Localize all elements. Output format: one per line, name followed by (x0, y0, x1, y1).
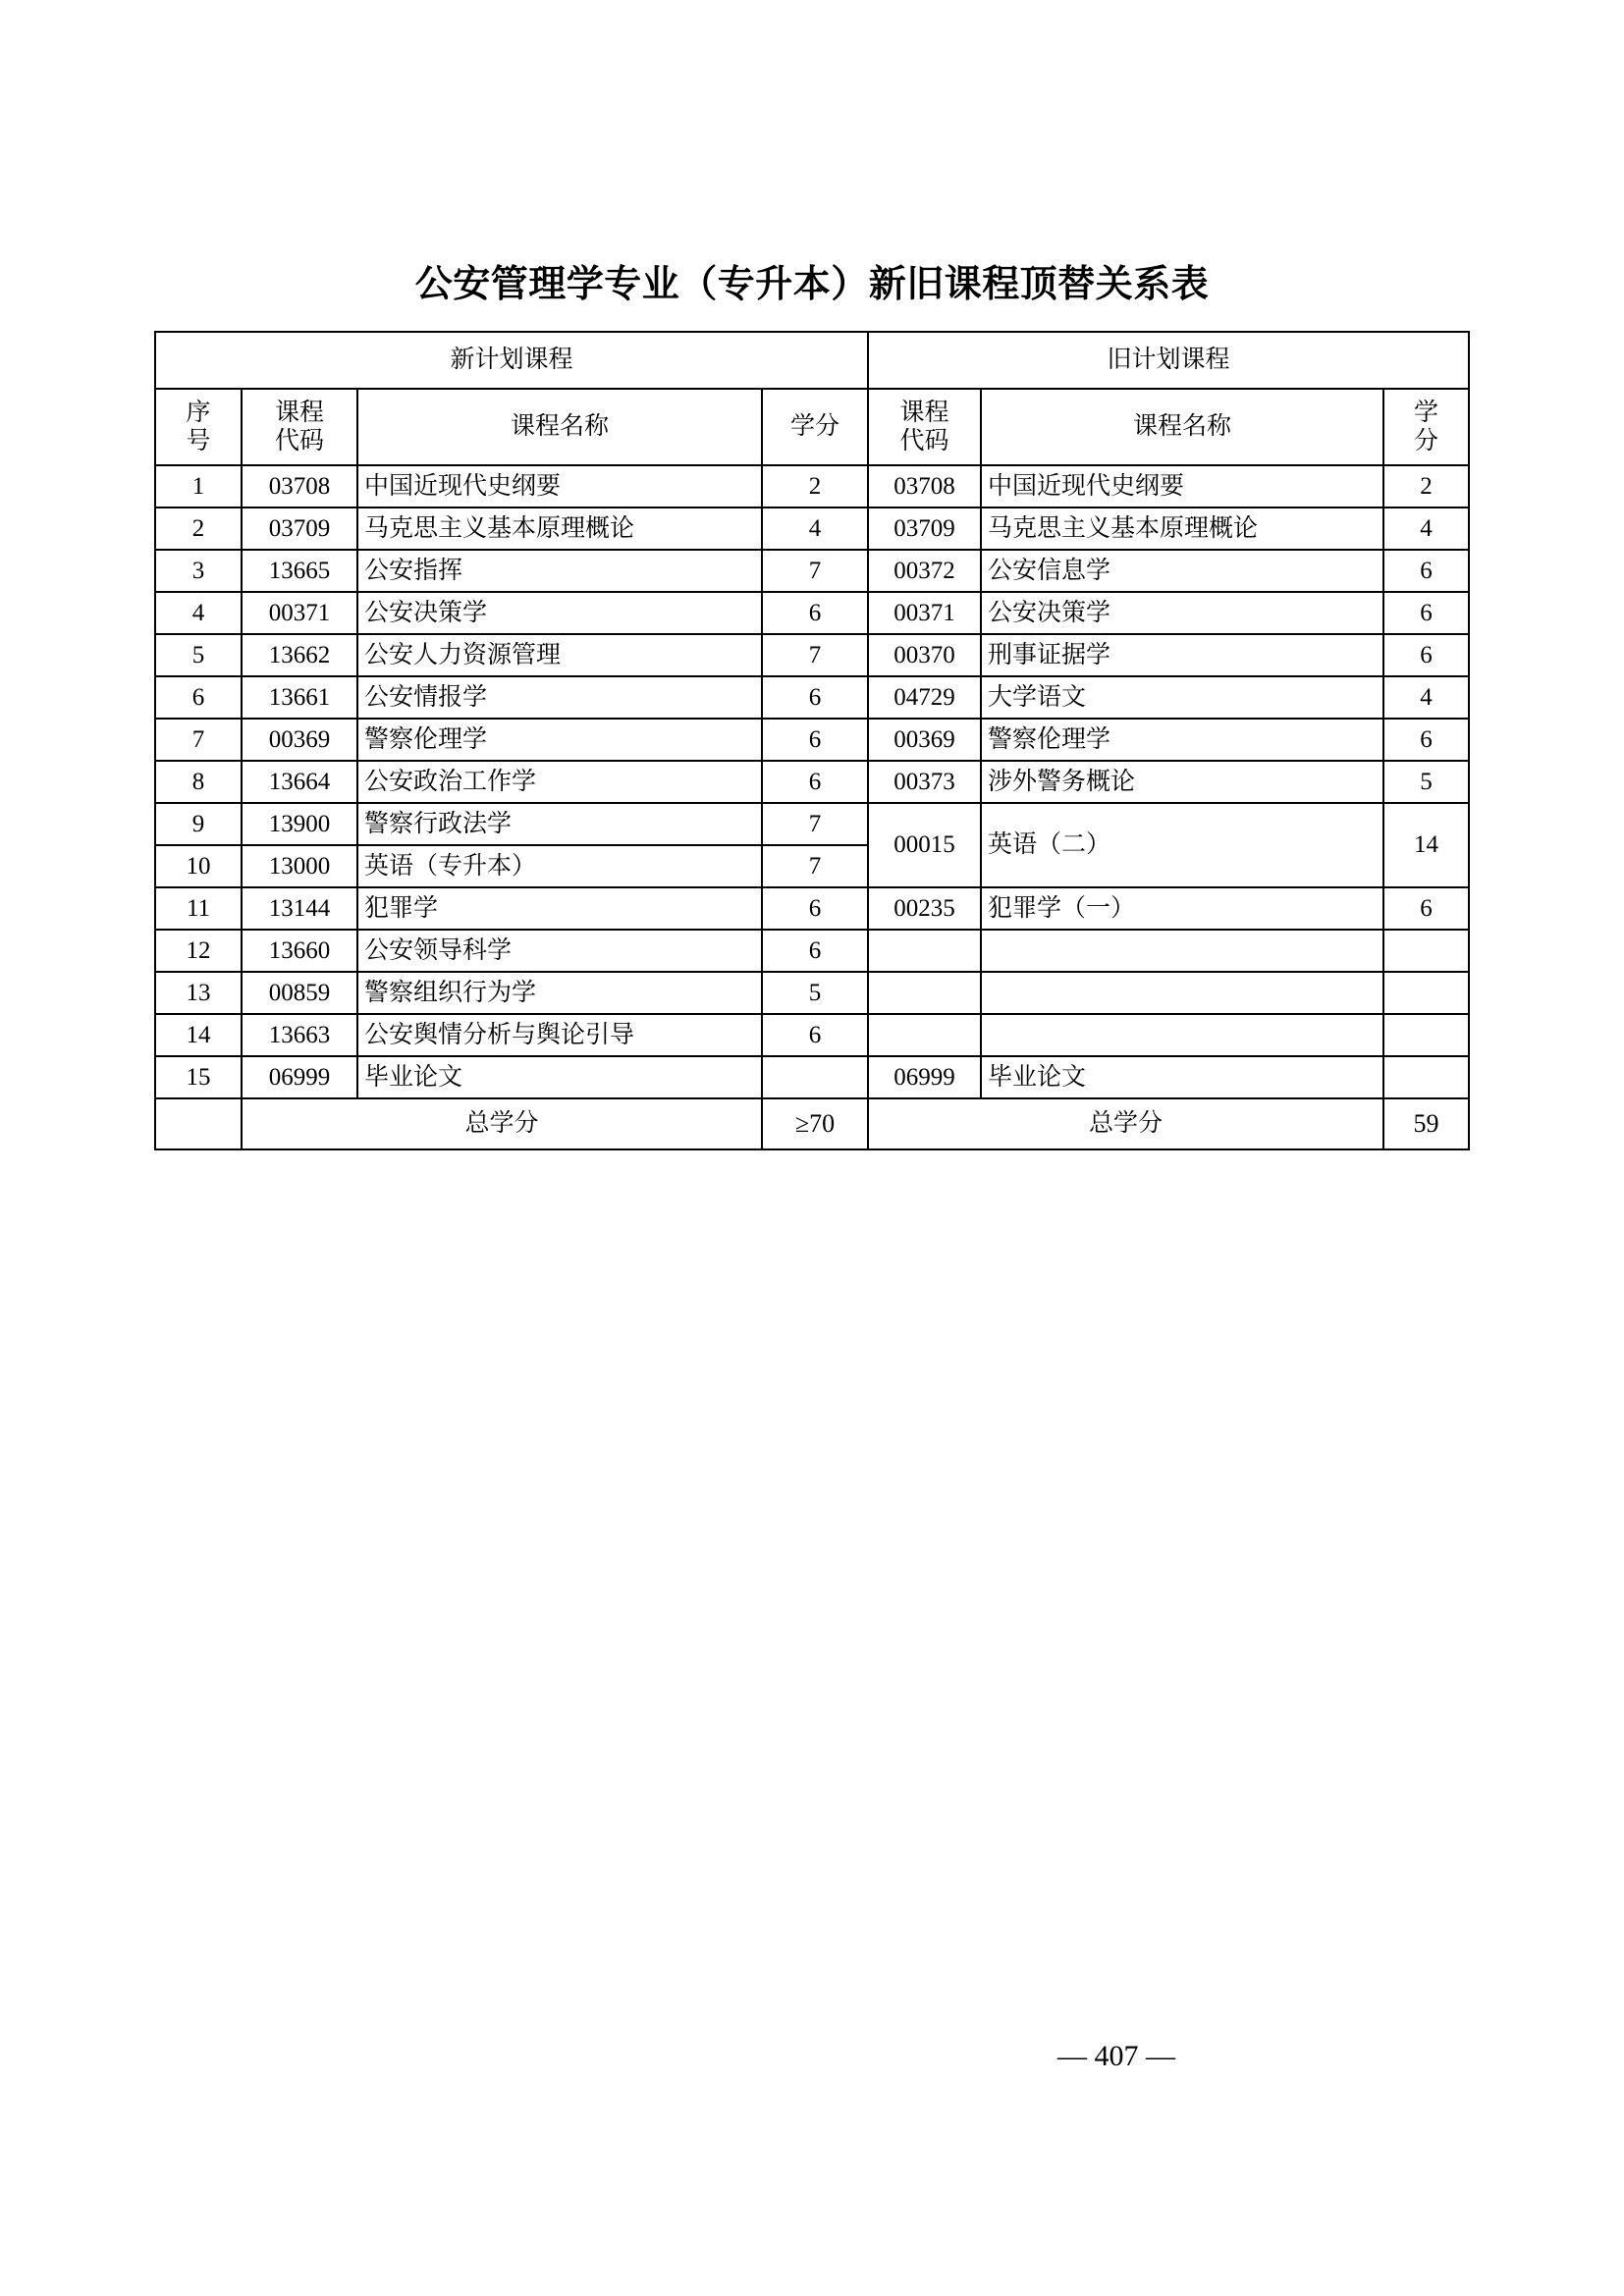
cell-new-credit: 4 (762, 507, 868, 550)
table-body (155, 332, 1469, 1149)
cell-old-credit (1383, 1056, 1469, 1098)
cell-new-course-name: 公安决策学 (357, 592, 762, 634)
table-row (155, 887, 1469, 930)
cell-new-course-name: 毕业论文 (357, 1056, 762, 1098)
table-row (155, 1056, 1469, 1098)
cell-new-credit: 6 (762, 930, 868, 972)
page-title: 公安管理学专业（专升本）新旧课程顶替关系表 (414, 264, 1210, 305)
page-footer (0, 2040, 1624, 2073)
column-header-seq (155, 389, 242, 465)
cell-new-credit: 7 (762, 845, 868, 887)
cell-old-course-code: 00372 (868, 550, 981, 592)
cell-sequence: 11 (155, 887, 242, 930)
table-row (155, 676, 1469, 719)
cell-new-credit: 7 (762, 634, 868, 676)
cell-sequence: 4 (155, 592, 242, 634)
cell-new-course-name: 英语（专升本） (357, 845, 762, 887)
cell-new-course-name: 警察行政法学 (357, 803, 762, 845)
column-header-new-name: 课程名称 (357, 389, 762, 465)
cell-sequence: 8 (155, 761, 242, 803)
total-credits-new: ≥70 (762, 1098, 868, 1149)
page-number: — 407 — (1057, 2040, 1175, 2072)
cell-old-course-name: 涉外警务概论 (981, 761, 1383, 803)
group-header-old-plan: 旧计划课程 (868, 332, 1469, 389)
table-row (155, 465, 1469, 507)
cell-new-course-name: 公安人力资源管理 (357, 634, 762, 676)
cell-new-course-name: 中国近现代史纲要 (357, 465, 762, 507)
cell-old-course-code: 03708 (868, 465, 981, 507)
cell-new-credit: 6 (762, 761, 868, 803)
column-header-old-code-line2: 代码 (899, 428, 949, 454)
column-header-new-code-line1: 课程 (274, 399, 324, 426)
group-header-new-plan: 新计划课程 (155, 332, 868, 389)
course-substitution-table-container (154, 331, 1468, 1150)
cell-new-credit: 6 (762, 1014, 868, 1056)
cell-sequence: 9 (155, 803, 242, 845)
cell-old-course-code: 00369 (868, 719, 981, 761)
cell-new-course-code: 13665 (242, 550, 357, 592)
table-row (155, 972, 1469, 1014)
cell-new-course-code: 13663 (242, 1014, 357, 1056)
cell-old-credit: 4 (1383, 507, 1469, 550)
column-header-row (155, 389, 1469, 465)
cell-new-course-code: 13660 (242, 930, 357, 972)
cell-old-course-code: 00370 (868, 634, 981, 676)
cell-sequence: 10 (155, 845, 242, 887)
table-row (155, 803, 1469, 845)
cell-new-course-name: 公安领导科学 (357, 930, 762, 972)
total-row (155, 1098, 1469, 1149)
cell-new-credit (762, 1056, 868, 1098)
cell-new-credit: 6 (762, 887, 868, 930)
group-header-row (155, 332, 1469, 389)
cell-old-course-name (981, 930, 1383, 972)
cell-old-course-name: 警察伦理学 (981, 719, 1383, 761)
cell-old-course-code (868, 930, 981, 972)
cell-new-credit: 6 (762, 676, 868, 719)
column-header-seq-line1: 序 (186, 399, 211, 426)
cell-old-course-name (981, 972, 1383, 1014)
cell-sequence: 12 (155, 930, 242, 972)
column-header-old-credit-line1: 学 (1414, 399, 1439, 426)
cell-old-credit: 6 (1383, 887, 1469, 930)
cell-new-course-name: 公安情报学 (357, 676, 762, 719)
cell-old-credit: 6 (1383, 550, 1469, 592)
cell-old-credit: 6 (1383, 592, 1469, 634)
cell-new-course-name: 犯罪学 (357, 887, 762, 930)
cell-new-course-name: 公安政治工作学 (357, 761, 762, 803)
cell-new-credit: 7 (762, 550, 868, 592)
cell-new-course-code: 13664 (242, 761, 357, 803)
cell-old-course-code: 04729 (868, 676, 981, 719)
cell-old-course-code (868, 1014, 981, 1056)
column-header-old-code (868, 389, 981, 465)
cell-old-course-name: 刑事证据学 (981, 634, 1383, 676)
total-label-old: 总学分 (868, 1098, 1383, 1149)
course-substitution-table (154, 331, 1470, 1150)
cell-old-course-name: 公安信息学 (981, 550, 1383, 592)
cell-old-credit: 2 (1383, 465, 1469, 507)
table-row (155, 1014, 1469, 1056)
cell-old-course-code: 00235 (868, 887, 981, 930)
cell-old-course-code: 06999 (868, 1056, 981, 1098)
cell-old-course-name: 毕业论文 (981, 1056, 1383, 1098)
cell-new-course-code: 03708 (242, 465, 357, 507)
cell-sequence: 6 (155, 676, 242, 719)
table-row (155, 719, 1469, 761)
cell-sequence: 2 (155, 507, 242, 550)
column-header-old-code-line1: 课程 (899, 399, 949, 426)
cell-new-credit: 7 (762, 803, 868, 845)
cell-old-course-code: 00015 (868, 803, 981, 887)
cell-old-course-code: 03709 (868, 507, 981, 550)
table-row (155, 592, 1469, 634)
cell-old-credit: 4 (1383, 676, 1469, 719)
cell-new-course-name: 公安指挥 (357, 550, 762, 592)
cell-new-course-code: 13661 (242, 676, 357, 719)
column-header-new-credit: 学分 (762, 389, 868, 465)
cell-sequence: 5 (155, 634, 242, 676)
cell-old-course-name: 公安决策学 (981, 592, 1383, 634)
cell-old-credit (1383, 972, 1469, 1014)
cell-sequence: 13 (155, 972, 242, 1014)
table-row (155, 550, 1469, 592)
table-row (155, 930, 1469, 972)
cell-new-course-code: 00859 (242, 972, 357, 1014)
cell-new-credit: 2 (762, 465, 868, 507)
cell-new-credit: 6 (762, 592, 868, 634)
table-row (155, 507, 1469, 550)
cell-new-course-name: 警察组织行为学 (357, 972, 762, 1014)
cell-new-course-code: 13144 (242, 887, 357, 930)
cell-old-credit: 6 (1383, 719, 1469, 761)
cell-old-credit: 6 (1383, 634, 1469, 676)
cell-new-course-code: 00371 (242, 592, 357, 634)
total-seq-cell (155, 1098, 242, 1149)
cell-old-credit: 14 (1383, 803, 1469, 887)
cell-old-course-name: 大学语文 (981, 676, 1383, 719)
total-label-new: 总学分 (242, 1098, 762, 1149)
cell-new-course-name: 马克思主义基本原理概论 (357, 507, 762, 550)
cell-new-course-code: 03709 (242, 507, 357, 550)
cell-new-course-code: 06999 (242, 1056, 357, 1098)
cell-new-course-code: 13000 (242, 845, 357, 887)
table-row (155, 634, 1469, 676)
cell-sequence: 1 (155, 465, 242, 507)
column-header-old-credit (1383, 389, 1469, 465)
cell-old-course-name: 英语（二） (981, 803, 1383, 887)
cell-sequence: 15 (155, 1056, 242, 1098)
cell-new-credit: 5 (762, 972, 868, 1014)
cell-old-course-code: 00373 (868, 761, 981, 803)
column-header-new-code (242, 389, 357, 465)
cell-old-credit: 5 (1383, 761, 1469, 803)
cell-new-course-code: 00369 (242, 719, 357, 761)
cell-old-course-code: 00371 (868, 592, 981, 634)
column-header-old-name: 课程名称 (981, 389, 1383, 465)
cell-old-course-name (981, 1014, 1383, 1056)
cell-sequence: 7 (155, 719, 242, 761)
cell-old-credit (1383, 930, 1469, 972)
cell-old-course-name: 马克思主义基本原理概论 (981, 507, 1383, 550)
cell-old-course-code (868, 972, 981, 1014)
table-row (155, 761, 1469, 803)
cell-new-course-code: 13662 (242, 634, 357, 676)
cell-new-course-name: 警察伦理学 (357, 719, 762, 761)
column-header-old-credit-line2: 分 (1414, 428, 1439, 454)
cell-new-credit: 6 (762, 719, 868, 761)
cell-sequence: 14 (155, 1014, 242, 1056)
cell-new-course-name: 公安舆情分析与舆论引导 (357, 1014, 762, 1056)
column-header-seq-line2: 号 (186, 428, 211, 454)
cell-sequence: 3 (155, 550, 242, 592)
column-header-new-code-line2: 代码 (274, 428, 324, 454)
cell-old-course-name: 犯罪学（一） (981, 887, 1383, 930)
total-credits-old: 59 (1383, 1098, 1469, 1149)
cell-old-credit (1383, 1014, 1469, 1056)
cell-old-course-name: 中国近现代史纲要 (981, 465, 1383, 507)
cell-new-course-code: 13900 (242, 803, 357, 845)
